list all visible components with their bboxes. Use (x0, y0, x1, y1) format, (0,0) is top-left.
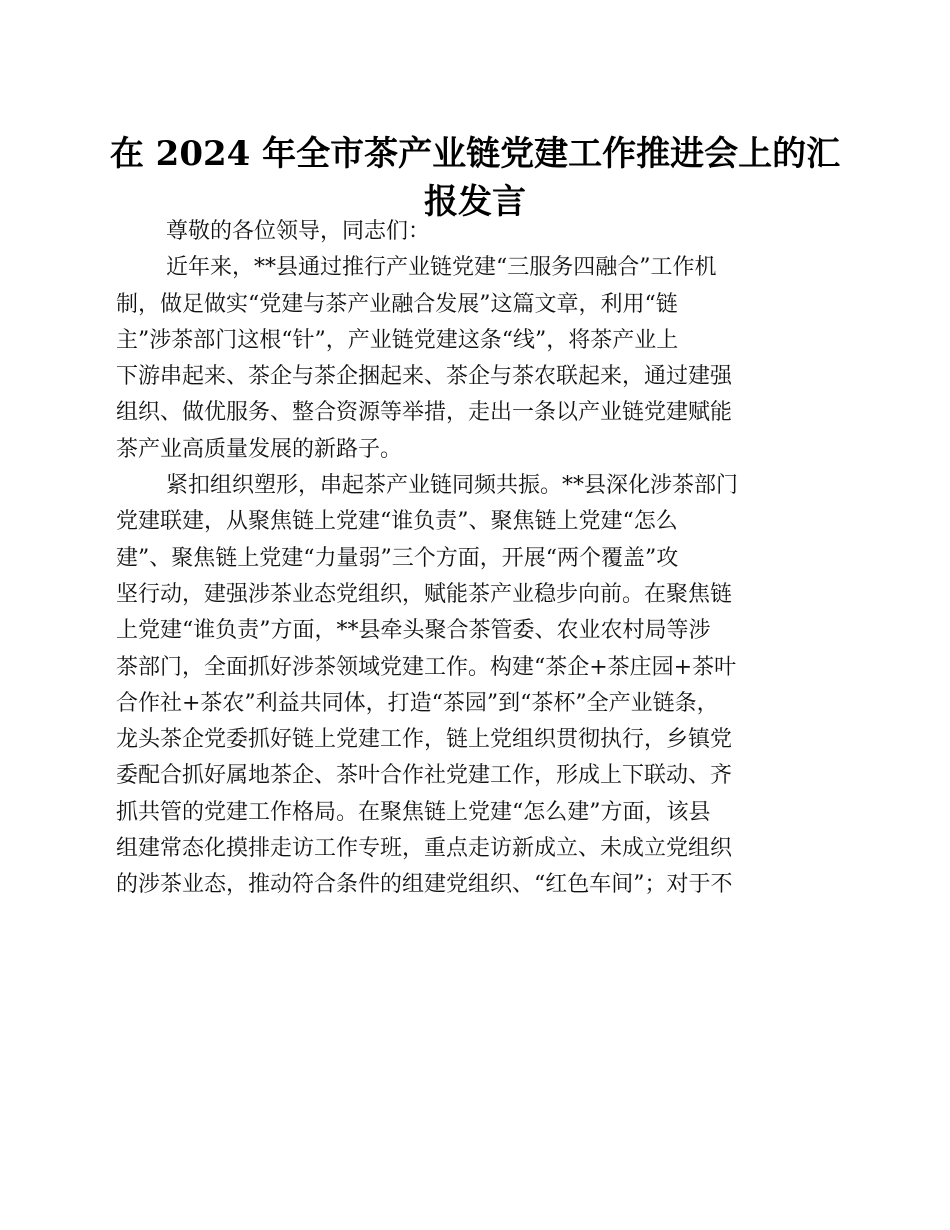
text-line: 合作社+茶农”利益共同体，打造“茶园”到“茶杯”全产业链条， (116, 690, 719, 716)
text-line: 下游串起来、茶企与茶企捆起来、茶企与茶农联起来，通过建强 (116, 364, 733, 390)
text-line: 的涉茶业态，推动符合条件的组建党组织、“红色车间”；对于不 (116, 872, 733, 898)
text-line: 紧扣组织塑形，串起茶产业链同频共振。**县深化涉茶部门 (166, 473, 739, 499)
text-line: 抓共管的党建工作格局。在聚焦链上党建“怎么建”方面，该县 (116, 799, 711, 825)
text-line: 党建联建，从聚焦链上党建“谁负责”、聚焦链上党建“怎么 (116, 509, 678, 535)
text-line: 近年来，**县通过推行产业链党建“三服务四融合”工作机 (166, 255, 717, 281)
text-line: 组建常态化摸排走访工作专班，重点走访新成立、未成立党组织 (116, 836, 733, 862)
document-body (116, 214, 836, 904)
text-line: 龙头茶企党委抓好链上党建工作，链上党组织贯彻执行，乡镇党 (116, 727, 733, 753)
text-line: 尊敬的各位领导，同志们： (166, 219, 431, 244)
title-line: 报发言 (424, 182, 526, 222)
title-line: 在 2024 年全市茶产业链党建工作推进会上的汇 (109, 134, 841, 174)
text-line: 茶产业高质量发展的新路子。 (116, 436, 403, 462)
text-line: 组织、做优服务、整合资源等举措，走出一条以产业链党建赋能 (116, 400, 733, 426)
text-line: 上党建“谁负责”方面，**县牵头聚合茶管委、农业农村局等涉 (116, 618, 711, 644)
document-title (100, 130, 850, 226)
text-line: 茶部门，全面抓好涉茶领域党建工作。构建“茶企+茶庄园+茶叶 (116, 654, 737, 680)
text-line: 委配合抓好属地茶企、茶叶合作社党建工作，形成上下联动、齐 (116, 763, 733, 789)
text-line: 制，做足做实“党建与茶产业融合发展”这篇文章，利用“链 (116, 291, 678, 317)
text-line: 坚行动，建强涉茶业态党组织，赋能茶产业稳步向前。在聚焦链 (116, 581, 733, 607)
text-line: 建”、聚焦链上党建“力量弱”三个方面，开展“两个覆盖”攻 (116, 545, 679, 571)
text-line: 主”涉茶部门这根“针”，产业链党建这条“线”，将茶产业上 (116, 327, 679, 353)
